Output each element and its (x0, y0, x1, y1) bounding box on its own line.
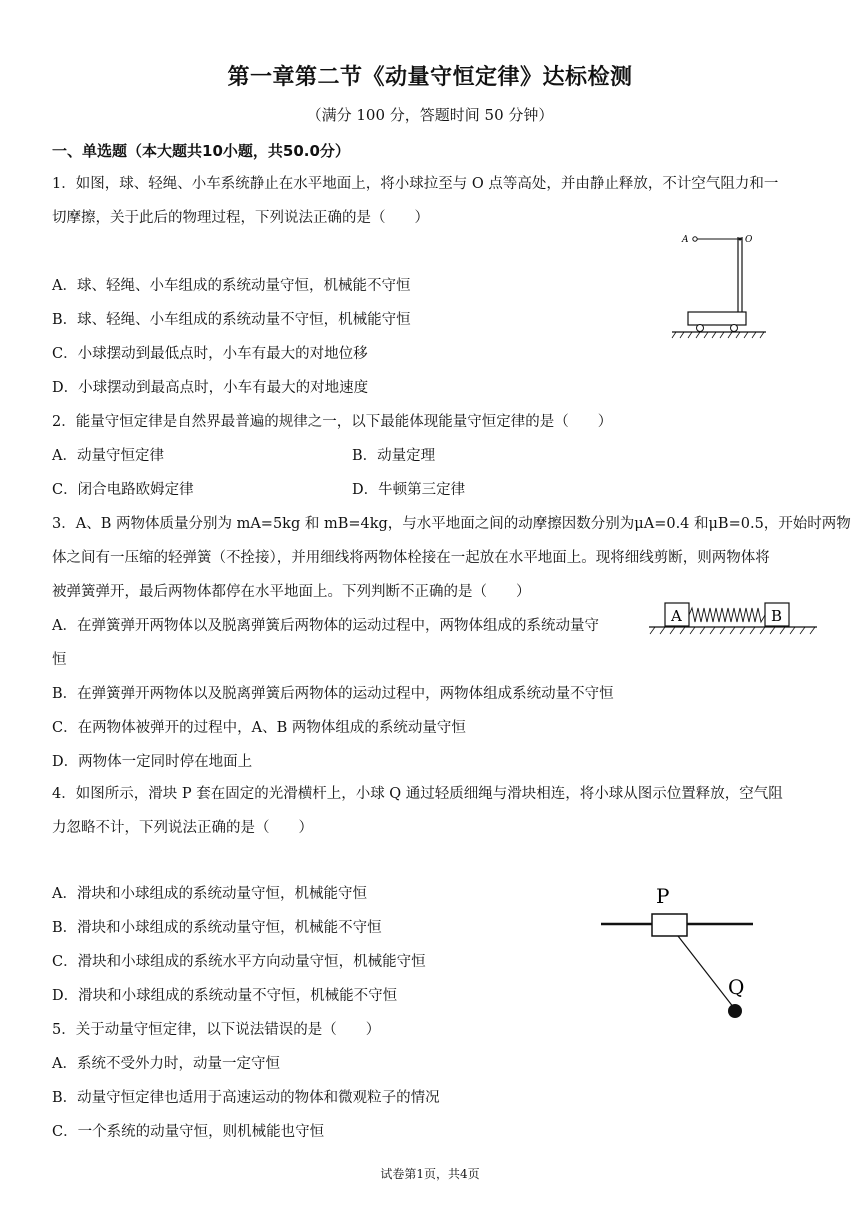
page-footer: 试卷第1页，共4页 (380, 1167, 480, 1181)
q4-stem-line2: 力忽略不计，下列说法正确的是（ ） (52, 820, 313, 836)
q3-fig-label-b: B (771, 607, 783, 625)
q3-option-b: B．在弹簧弹开两物体以及脱离弹簧后两物体的运动过程中，两物体组成系统动量不守恒 (52, 686, 614, 702)
q3-fig-label-a: A (671, 607, 682, 625)
q4-option-d: D．滑块和小球组成的系统动量不守恒，机械能不守恒 (52, 988, 398, 1004)
q4-stem-line1: 4．如图所示，滑块 P 套在固定的光滑横杆上，小球 Q 通过轻质细绳与滑块相连，将小球从图示位置释放，空气阻 (52, 786, 783, 802)
q2-stem: 2．能量守恒定律是自然界最普遍的规律之一，以下最能体现能量守恒定律的是（ ） (52, 414, 613, 430)
q1-cart-pendulum-figure (670, 228, 770, 344)
q4-option-a: A．滑块和小球组成的系统动量守恒，机械能守恒 (52, 886, 367, 902)
q3-stem-line3: 被弹簧弹开，最后两物体都停在水平地面上。下列判断不正确的是（ ） (52, 584, 531, 600)
q1-fig-label-a: A (682, 235, 689, 245)
q2-option-a: A．动量守恒定律 (52, 448, 164, 464)
q3-option-a-line1: A．在弹簧弹开两物体以及脱离弹簧后两物体的运动过程中，两物体组成的系统动量守 (52, 618, 599, 634)
q3-option-a-line2: 恒 (52, 652, 67, 668)
exam-info: （满分 100 分，答题时间 50 分钟） (306, 106, 554, 124)
q4-fig-label-q: Q (728, 975, 745, 999)
q1-option-d: D．小球摆动到最高点时，小车有最大的对地速度 (52, 380, 369, 396)
q5-option-b: B．动量守恒定律也适用于高速运动的物体和微观粒子的情况 (52, 1090, 440, 1106)
q2-option-d: D．牛顿第三定律 (352, 482, 466, 498)
q5-stem: 5．关于动量守恒定律，以下说法错误的是（ ） (52, 1022, 381, 1038)
q1-option-a: A．球、轻绳、小车组成的系统动量守恒，机械能不守恒 (52, 278, 411, 294)
q3-spring-blocks-figure (645, 600, 820, 640)
section-heading: 一、单选题（本大题共10小题，共50.0分） (52, 142, 350, 160)
q4-fig-label-p: P (656, 884, 670, 908)
q3-stem-line2: 体之间有一压缩的轻弹簧（不拴接），并用细线将两物体栓接在一起放在水平地面上。现将细线剪断，则两物体将 (52, 550, 770, 566)
q1-option-b: B．球、轻绳、小车组成的系统动量不守恒，机械能守恒 (52, 312, 411, 328)
q4-slider-ball-figure (598, 880, 758, 1025)
page-title: 第一章第二节《动量守恒定律》达标检测 (227, 65, 633, 90)
q1-stem-line1: 1．如图，球、轻绳、小车系统静止在水平地面上，将小球拉至与 O 点等高处，并由静止释放，不计空气阻力和一 (52, 176, 779, 192)
q2-option-b: B．动量定理 (352, 448, 436, 464)
q3-option-d: D．两物体一定同时停在地面上 (52, 754, 253, 770)
q2-option-c: C．闭合电路欧姆定律 (52, 482, 194, 498)
q1-stem-line2: 切摩擦，关于此后的物理过程，下列说法正确的是（ ） (52, 210, 429, 226)
q1-fig-label-o: O (745, 235, 753, 245)
q5-option-c: C．一个系统的动量守恒，则机械能也守恒 (52, 1124, 325, 1140)
q3-option-c: C．在两物体被弹开的过程中，A、B 两物体组成的系统动量守恒 (52, 720, 466, 736)
q1-option-c: C．小球摆动到最低点时，小车有最大的对地位移 (52, 346, 368, 362)
q4-option-b: B．滑块和小球组成的系统动量守恒，机械能不守恒 (52, 920, 382, 936)
q5-option-a: A．系统不受外力时，动量一定守恒 (52, 1056, 280, 1072)
q3-stem-line1: 3．A、B 两物体质量分别为 mA=5kg 和 mB=4kg，与水平地面之间的动摩擦因数分别为μA=0.4 和μB=0.5，开始时两物 (52, 516, 851, 532)
q4-option-c: C．滑块和小球组成的系统水平方向动量守恒，机械能守恒 (52, 954, 426, 970)
